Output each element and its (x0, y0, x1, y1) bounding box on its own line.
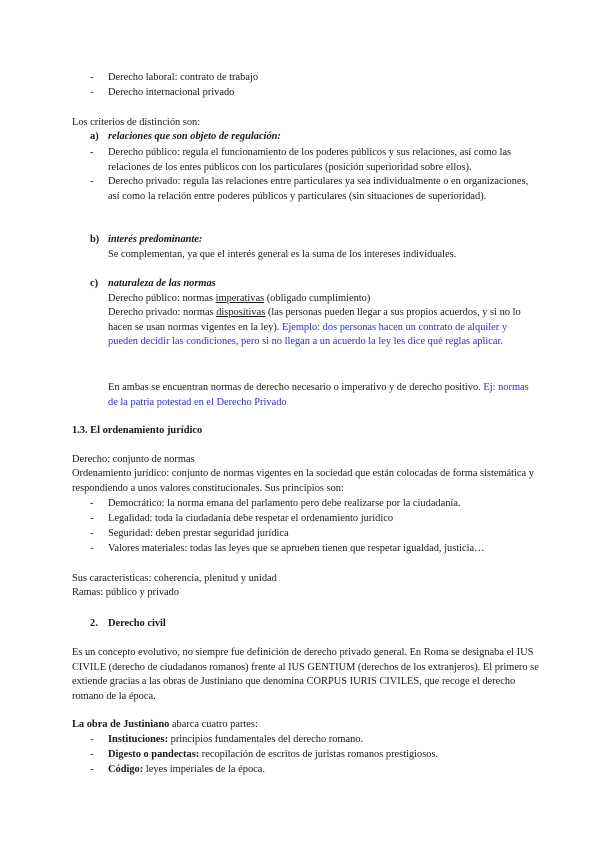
list-item-text: Derecho público: regula el funcionamiento de los poderes públicos y sus relaciones, así como las relaciones de los entes públicos con los particulares (posición superioridad sobre ellos). (108, 147, 512, 173)
text-run: abarca cuatro partes: (169, 719, 258, 730)
list-item-text: Derecho privado: regula las relaciones entre particulares ya sea individualmente o en organizaciones, así como la relación entre poderes públicos y particulares (sin situaciones de superioridad). (108, 176, 529, 202)
list-item-text: Valores materiales: todas las leyes que se aprueben tienen que respetar igualdad, justicia… (108, 543, 485, 554)
bullet-dash: - (90, 764, 94, 775)
obra-justiniano-line (72, 718, 542, 733)
list-item-text (108, 763, 540, 778)
obra-bold-text: La obra de Justiniano (72, 719, 170, 730)
criterios-intro: Los criterios de distinción son: (72, 117, 201, 128)
list-item-text (108, 748, 540, 763)
text-run: Derecho privado: normas (108, 307, 217, 318)
ramas-line: Ramas: público y privado (72, 587, 180, 598)
bullet-dash: - (90, 147, 94, 158)
text-run: (las personas pueden llegar a sus propios acuerdos, y si no lo hacen se usan normas vigentes en la ley). (108, 307, 521, 333)
bullet-dash: - (90, 87, 94, 98)
criterio-b-title: interés predominante: (108, 234, 203, 245)
text-run: En ambas se encuentran normas de derecho necesario o imperativo y de derecho positivo. (108, 382, 484, 393)
bullet-dash: - (90, 513, 94, 524)
list-item-text: Seguridad: deben prestar seguridad jurídica (108, 528, 289, 539)
term: Código: (108, 764, 144, 775)
section-2-heading (0, 617, 600, 632)
term: Digesto o pandectas: (108, 749, 200, 760)
list-item-text (108, 733, 540, 748)
derecho-publico-normas (108, 292, 538, 307)
bullet-dash: - (90, 734, 94, 745)
list-item-text: Legalidad: toda la ciudadanía debe respetar el ordenamiento jurídico (108, 513, 394, 524)
bullet-dash: - (90, 176, 94, 187)
ordenamiento-definition: Ordenamiento jurídico: conjunto de normas vigentes en la sociedad que están colocadas de forma sistemática y respondiendo a unos valores constitucionales. Sus principios son: (72, 468, 534, 494)
example-text: Ejemplo: dos personas hacen un contrato de alquiler y pueden decidir las condiciones, pero si no llegan a un acuerdo la ley les dice qué reglas aplicar. (108, 321, 508, 347)
section-heading: 1.3. El ordenamiento jurídico (72, 425, 203, 436)
term-imperativas: imperativas (215, 293, 265, 304)
criterio-c-title: naturaleza de las normas (108, 278, 216, 289)
bullet-dash: - (90, 528, 94, 539)
list-item-text: Democrático: la norma emana del parlamento pero debe realizarse por la ciudadanía. (108, 498, 461, 509)
criterio-b-marker: b) (90, 234, 100, 245)
ambas-paragraph (108, 381, 538, 410)
term-dispositivas: dispositivas (216, 307, 266, 318)
bullet-dash: - (90, 543, 94, 554)
bullet-dash: - (90, 72, 94, 83)
text-run: (obligado cumplimiento) (264, 293, 371, 304)
term-description: recopilación de escritos de juristas romanos prestigiosos. (199, 749, 439, 760)
derecho-definition: Derecho: conjunto de normas (72, 454, 195, 465)
derecho-privado-normas (108, 306, 538, 350)
criterio-b-text: Se complementan, ya que el interés general es la suma de los intereses individuales. (108, 249, 457, 260)
list-item-text: Derecho internacional privado (108, 87, 235, 98)
example-text: Ej: normas de la patria potestad en el Derecho Privado (108, 382, 529, 408)
term-description: leyes imperiales de la época. (143, 764, 265, 775)
criterio-a-marker: a) (90, 131, 99, 142)
section-number: 2. (90, 618, 98, 629)
bullet-dash: - (90, 749, 94, 760)
section-title: Derecho civil (108, 618, 166, 629)
term: Instituciones: (108, 734, 169, 745)
criterio-c-marker: c) (90, 278, 99, 289)
caracteristicas-line: Sus características: coherencia, plenitud y unidad (72, 573, 277, 584)
derecho-civil-paragraph: Es un concepto evolutivo, no siempre fue definición de derecho privado general. En Roma se designaba el IUS CIVILE (derecho de ciudadanos romanos) frente al IUS GENTIUM (derechos de los extranjeros). El primero se extiende gracias a las obras de Justiniano que denomina CORPUS IURIS CIVILES, que recoge el derecho romano de la época. (72, 647, 539, 702)
criterio-a-title: relaciones que son objeto de regulación: (108, 131, 281, 142)
text-run: Derecho público: normas (108, 293, 216, 304)
list-item-text: Derecho laboral: contrato de trabajo (108, 72, 259, 83)
bullet-dash: - (90, 498, 94, 509)
term-description: principios fundamentales del derecho romano. (168, 734, 364, 745)
